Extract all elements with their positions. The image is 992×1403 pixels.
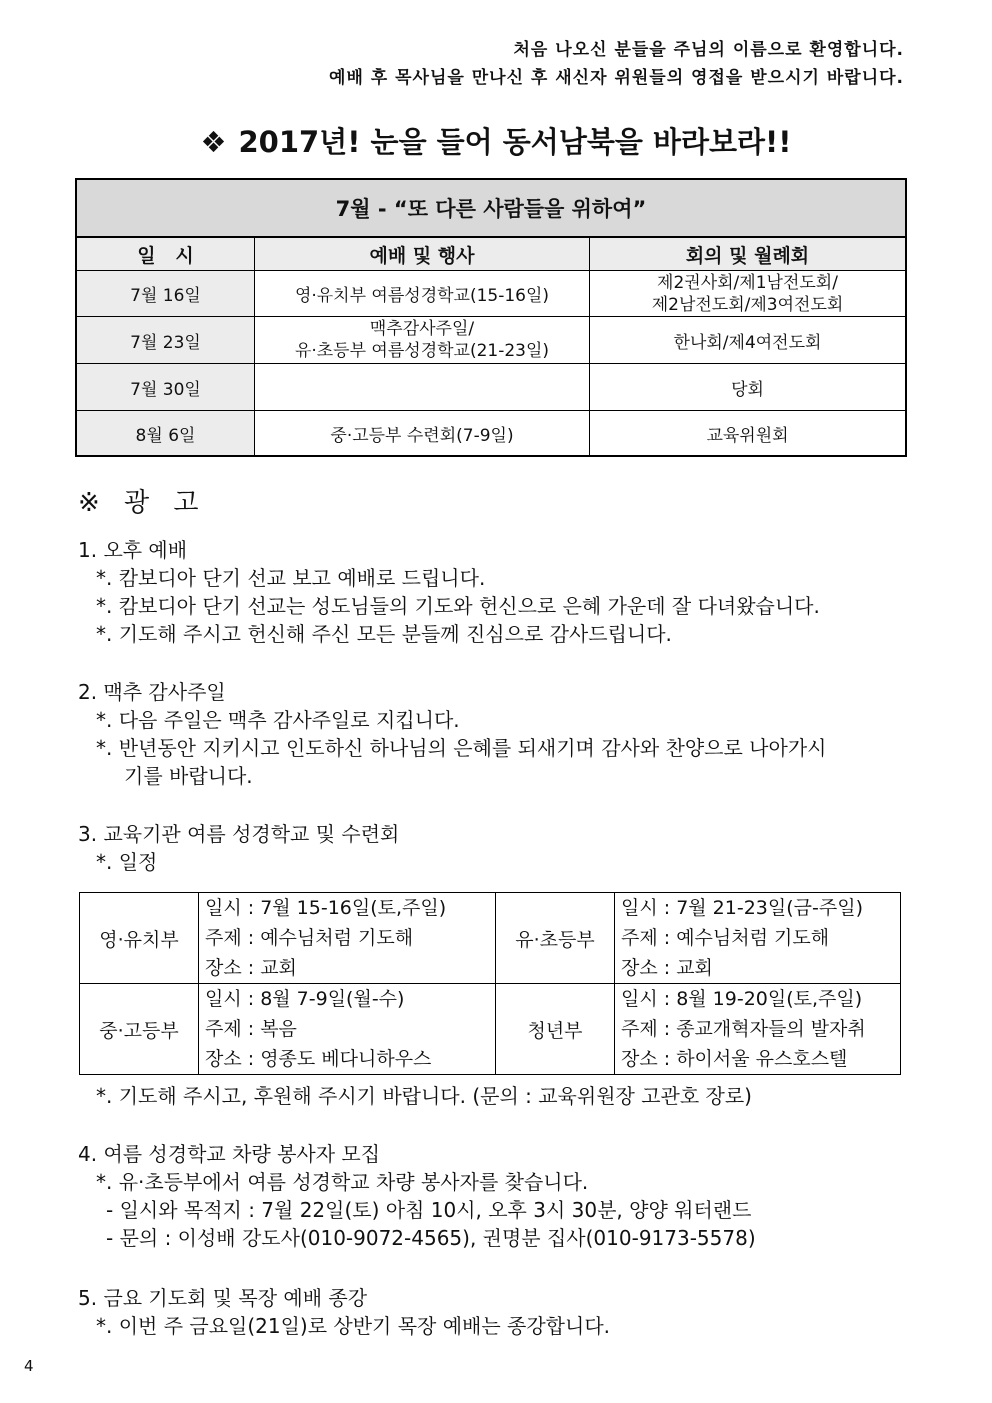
camp-date: 일시 : 8월 7-9일(월-수) <box>205 988 405 1010</box>
row-meeting: 교육위원회 <box>590 411 907 457</box>
camp-info <box>615 893 901 984</box>
section-education-camps <box>78 820 399 876</box>
row-event: 중·고등부 수련회(7-9일) <box>255 411 590 457</box>
list-item: *. 캄보디아 단기 선교 보고 예배로 드립니다. <box>96 566 486 590</box>
section-title: 4. 여름 성경학교 차량 봉사자 모집 <box>78 1142 381 1166</box>
row-event-line-2: 유·초등부 여름성경학교(21-23일) <box>294 341 550 361</box>
camp-place: 장소 : 하이서울 유스호스텔 <box>621 1048 848 1070</box>
monthly-schedule-table <box>75 178 907 457</box>
camp-schedule-table <box>79 892 901 1075</box>
list-item: *. 기도해 주시고 헌신해 주신 모든 분들께 진심으로 감사드립니다. <box>96 622 672 646</box>
row-event <box>255 317 590 364</box>
camp-note <box>78 1082 752 1110</box>
row-date: 7월 23일 <box>76 317 255 364</box>
camp-dept: 청년부 <box>496 984 615 1075</box>
section-title: 2. 맥추 감사주일 <box>78 680 226 704</box>
section-title: 3. 교육기관 여름 성경학교 및 수련회 <box>78 822 400 846</box>
yearly-theme-headline <box>0 120 992 161</box>
list-item: *. 이번 주 금요일(21일)로 상반기 목장 예배는 종강합니다. <box>96 1314 610 1338</box>
list-subitem: - 일시와 목적지 : 7월 22일(토) 아침 10시, 오후 3시 30분, 양양 워터랜드 <box>106 1198 752 1222</box>
welcome-message <box>329 36 904 92</box>
list-item: *. 캄보디아 단기 선교는 성도님들의 기도와 헌신으로 은혜 가운데 잘 다녀왔습니다. <box>96 594 820 618</box>
camp-theme: 주제 : 복음 <box>205 1018 297 1040</box>
camp-date: 일시 : 8월 19-20일(토,주일) <box>621 988 863 1010</box>
header-event: 예배 및 행사 <box>255 237 590 271</box>
camp-place: 장소 : 교회 <box>621 957 713 979</box>
row-event: 영·유치부 여름성경학교(15-16일) <box>255 271 590 317</box>
table-row <box>76 411 906 457</box>
row-event-line-1: 맥추감사주일/ <box>369 319 475 339</box>
list-subitem: - 문의 : 이성배 강도사(010-9072-4565), 권명분 집사(010-9173-5578) <box>106 1226 756 1250</box>
camp-place: 장소 : 교회 <box>205 957 297 979</box>
camp-place: 장소 : 영종도 베다니하우스 <box>205 1048 432 1070</box>
table-row <box>76 271 906 317</box>
table-row <box>80 984 901 1075</box>
camp-theme: 주제 : 예수님처럼 기도해 <box>621 927 830 949</box>
camp-dept: 유·초등부 <box>496 893 615 984</box>
row-meeting <box>590 271 907 317</box>
table-row <box>76 317 906 364</box>
welcome-line-2: 예배 후 목사님을 만나신 후 새신자 위원들의 영접을 받으시기 바랍니다. <box>329 68 904 88</box>
camp-dept: 중·고등부 <box>80 984 199 1075</box>
announcements-heading: ※ 광 고 <box>78 488 207 518</box>
header-meeting: 회의 및 월례회 <box>590 237 907 271</box>
row-date: 8월 6일 <box>76 411 255 457</box>
diamond-bullet-icon: ❖ <box>200 125 227 159</box>
camp-theme: 주제 : 예수님처럼 기도해 <box>205 927 414 949</box>
welcome-line-1: 처음 나오신 분들을 주님의 이름으로 환영합니다. <box>513 40 904 60</box>
section-title: 5. 금요 기도회 및 목장 예배 종강 <box>78 1286 368 1310</box>
list-item-continued: 기를 바랍니다. <box>124 764 253 788</box>
camp-info <box>615 984 901 1075</box>
camp-date: 일시 : 7월 21-23일(금-주일) <box>621 897 863 919</box>
headline-text: 2017년! 눈을 들어 동서남북을 바라보라!! <box>238 125 792 159</box>
row-meeting-line-2: 제2남전도회/제3여전도회 <box>651 294 844 315</box>
camp-theme: 주제 : 종교개혁자들의 발자취 <box>621 1018 866 1040</box>
list-item: *. 반년동안 지키시고 인도하신 하나님의 은혜를 되새기며 감사와 찬양으로 나아가시 <box>96 736 827 760</box>
row-event <box>255 364 590 411</box>
row-meeting: 한나회/제4여전도회 <box>590 317 907 364</box>
row-date: 7월 16일 <box>76 271 255 317</box>
table-row <box>80 893 901 984</box>
row-date: 7월 30일 <box>76 364 255 411</box>
schedule-subheading: *. 일정 <box>96 850 158 874</box>
camp-info <box>199 984 496 1075</box>
section-afternoon-service <box>78 536 820 648</box>
list-item: *. 다음 주일은 맥추 감사주일로 지킵니다. <box>96 708 460 732</box>
row-meeting: 당회 <box>590 364 907 411</box>
table-row <box>76 364 906 411</box>
list-item: *. 유·초등부에서 여름 성경학교 차량 봉사자를 찾습니다. <box>96 1170 589 1194</box>
header-date: 일 시 <box>76 237 255 271</box>
section-friday-prayer <box>78 1284 610 1340</box>
camp-date: 일시 : 7월 15-16일(토,주일) <box>205 897 447 919</box>
section-vehicle-volunteers <box>78 1140 756 1252</box>
schedule-caption: 7월 - “또 다른 사람들을 위하여” <box>76 179 906 237</box>
section-title: 1. 오후 예배 <box>78 538 188 562</box>
page-number: 4 <box>24 1357 34 1375</box>
row-meeting-line-1: 제2권사회/제1남전도회/ <box>657 272 838 293</box>
section-thanksgiving-sunday <box>78 678 826 790</box>
camp-dept: 영·유치부 <box>80 893 199 984</box>
camp-info <box>199 893 496 984</box>
list-item: *. 기도해 주시고, 후원해 주시기 바랍니다. (문의 : 교육위원장 고관호 장로) <box>96 1084 752 1108</box>
